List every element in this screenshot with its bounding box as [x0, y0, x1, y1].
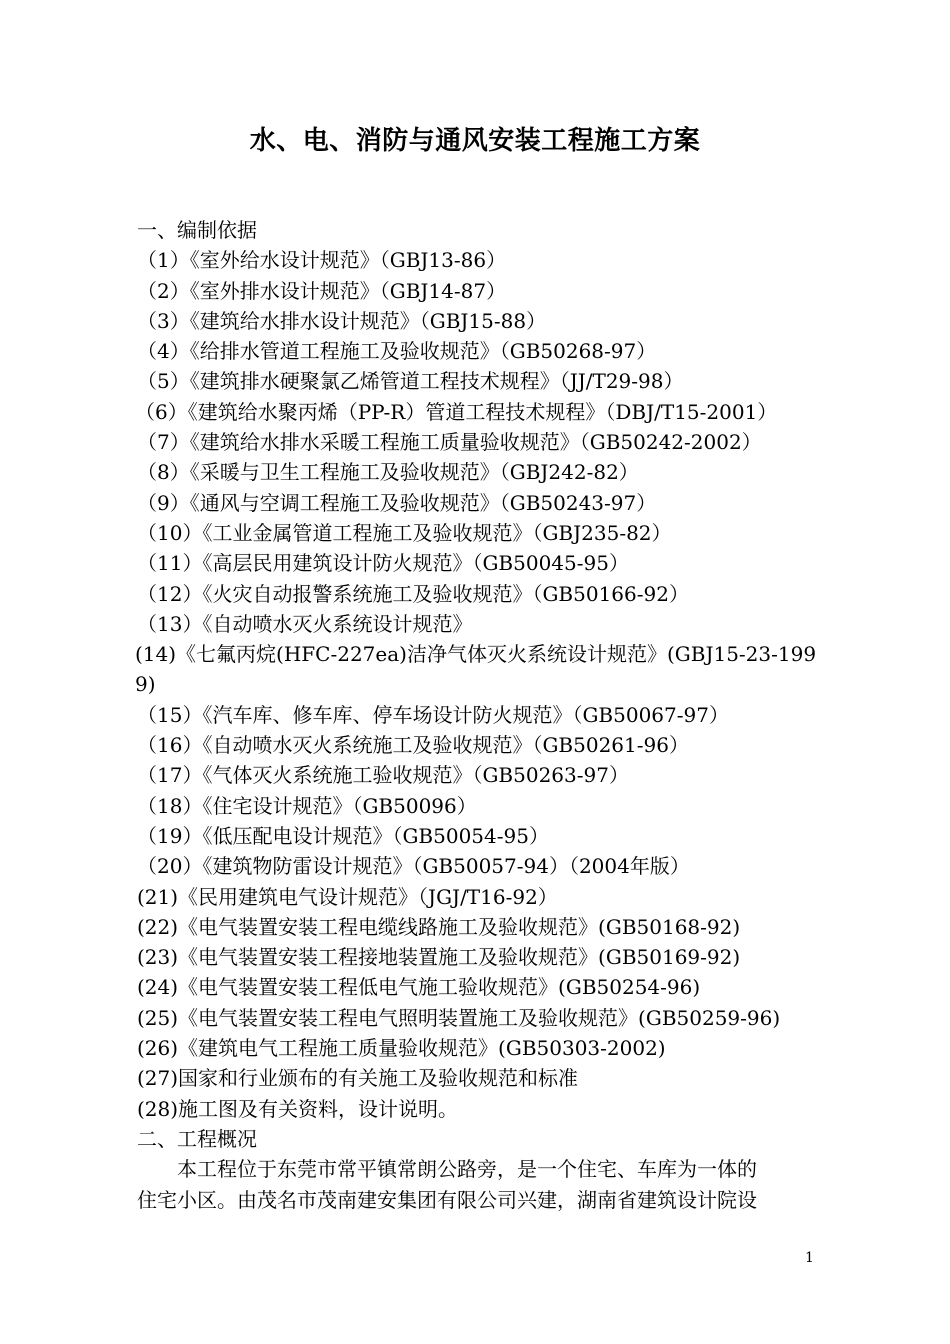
page-number: 1: [805, 1250, 814, 1266]
reference-item: （8）《采暖与卫生工程施工及验收规范》（GBJ242-82）: [137, 460, 639, 485]
reference-item: （10）《工业金属管道工程施工及验收规范》（GBJ235-82）: [137, 520, 672, 545]
reference-item: （5）《建筑排水硬聚氯乙烯管道工程技术规程》（JJ/T29-98）: [137, 369, 684, 394]
reference-item: （17）《气体灭火系统施工验收规范》（GB50263-97）: [137, 763, 629, 788]
overview-paragraph-line: 住宅小区。由茂名市茂南建安集团有限公司兴建，湖南省建筑设计院设: [137, 1187, 757, 1212]
page-title: 水、电、消防与通风安装工程施工方案: [249, 126, 701, 156]
reference-item: （2）《室外排水设计规范》（GBJ14-87）: [137, 278, 507, 303]
reference-item: （6）《建筑给水聚丙烯（PP-R）管道工程技术规程》（DBJ/T15-2001）: [135, 399, 778, 424]
reference-item: (14)《七氟丙烷(HFC-227ea)洁净气体灭火系统设计规范》(GBJ15-23-1999): [135, 642, 817, 697]
reference-item: (25)《电气装置安装工程电气照明装置施工及验收规范》(GB50259-96): [137, 1005, 781, 1030]
reference-item: （1）《室外给水设计规范》（GBJ13-86）: [137, 248, 507, 273]
reference-item: (21)《民用建筑电气设计规范》（JGJ/T16-92）: [137, 884, 558, 909]
reference-item: (23)《电气装置安装工程接地装置施工及验收规范》(GB50169-92): [137, 945, 741, 970]
reference-item: (24)《电气装置安装工程低电气施工验收规范》(GB50254-96): [137, 975, 701, 1000]
reference-item: (27)国家和行业颁布的有关施工及验收规范和标准: [137, 1066, 579, 1091]
reference-item: （4）《给排水管道工程施工及验收规范》（GB50268-97）: [137, 339, 657, 364]
reference-item: （18）《住宅设计规范》（GB50096）: [137, 793, 477, 818]
reference-item: （11）《高层民用建筑设计防火规范》（GB50045-95）: [137, 551, 629, 576]
reference-item: (26)《建筑电气工程施工质量验收规范》(GB50303-2002): [137, 1036, 666, 1061]
reference-item: （13）《自动喷水灭火系统设计规范》: [137, 611, 473, 636]
reference-item: （15）《汽车库、修车库、停车场设计防火规范》（GB50067-97）: [137, 702, 729, 727]
reference-list: [137, 245, 819, 1124]
reference-item: (22)《电气装置安装工程电缆线路施工及验收规范》(GB50168-92): [137, 914, 741, 939]
reference-item: （19）《低压配电设计规范》（GB50054-95）: [137, 823, 549, 848]
section-heading-overview: 二、工程概况: [137, 1126, 257, 1151]
reference-item: （20）《建筑物防雷设计规范》（GB50057-94）（2004年版）: [137, 854, 690, 879]
reference-item: (28)施工图及有关资料，设计说明。: [137, 1096, 459, 1121]
reference-item: （3）《建筑给水排水设计规范》（GBJ15-88）: [137, 308, 547, 333]
document-body: [137, 215, 819, 1215]
overview-paragraph-line: 本工程位于东莞市常平镇常朗公路旁，是一个住宅、车库为一体的: [177, 1157, 757, 1182]
reference-item: （16）《自动喷水灭火系统施工及验收规范》（GB50261-96）: [137, 733, 689, 758]
reference-item: （12）《火灾自动报警系统施工及验收规范》（GB50166-92）: [137, 581, 689, 606]
section-heading-basis: 一、编制依据: [137, 218, 257, 242]
reference-item: （9）《通风与空调工程施工及验收规范》（GB50243-97）: [137, 490, 657, 515]
reference-item: （7）《建筑给水排水采暖工程施工质量验收规范》（GB50242-2002）: [137, 430, 762, 455]
